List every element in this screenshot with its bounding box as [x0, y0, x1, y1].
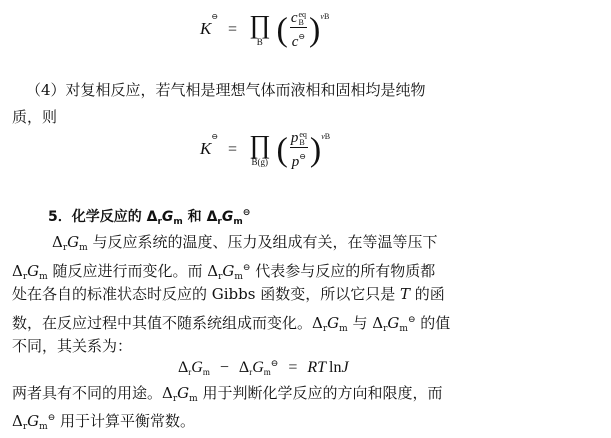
tail-line-2: [12, 407, 195, 438]
standard-symbol: ⊖: [242, 263, 251, 273]
body-text: 两者具有不同的用途。: [12, 384, 163, 402]
delta-symbol: Δ: [238, 359, 250, 376]
r-subscript: r: [383, 324, 388, 334]
p-symbol: p: [291, 154, 300, 170]
standard-symbol: ⊖: [211, 132, 219, 142]
section-5-heading: [48, 206, 250, 227]
numerator: [289, 130, 309, 147]
g-symbol: G: [252, 359, 264, 376]
g-symbol: G: [222, 262, 235, 280]
standard-symbol: ⊖: [242, 208, 251, 218]
g-symbol: G: [327, 314, 340, 332]
b-subscript: B: [299, 137, 305, 147]
equals-sign: =: [288, 359, 298, 376]
r-subscript: r: [157, 217, 162, 227]
r-subscript: r: [22, 422, 28, 432]
standard-symbol: ⊖: [299, 152, 306, 161]
equals-sign: =: [228, 141, 238, 159]
nu-symbol: ν: [321, 132, 325, 142]
standard-symbol: ⊖: [407, 315, 416, 325]
paragraph-4-line2: 质，则: [12, 108, 58, 126]
standard-symbol: ⊖: [298, 32, 306, 41]
equation-delta-g-relation: [178, 358, 349, 377]
k-symbol: K: [200, 139, 212, 159]
body-text: 代表参与反应的所有物质都: [250, 262, 436, 280]
rt-symbol: RT: [307, 359, 327, 376]
delta-symbol: Δ: [178, 359, 189, 376]
tail-line-1: [12, 382, 442, 410]
nu-subscript: B: [323, 12, 330, 22]
sub-sup-stack: [299, 131, 307, 147]
right-paren: ): [309, 131, 322, 169]
equation-k-concentration: [200, 10, 329, 51]
delta-symbol: Δ: [206, 209, 218, 225]
m-subscript: m: [173, 217, 183, 227]
delta-symbol: Δ: [12, 262, 23, 280]
r-subscript: r: [249, 367, 253, 377]
delta-symbol: Δ: [372, 314, 384, 332]
g-symbol: G: [177, 384, 190, 402]
delta-symbol: Δ: [207, 262, 219, 280]
body-text: 用于计算平衡常数。: [55, 412, 196, 430]
k-symbol: K: [200, 19, 212, 39]
delta-symbol: Δ: [162, 384, 173, 402]
g-symbol: G: [387, 314, 400, 332]
body-text: 与: [347, 314, 373, 332]
body-text: 数，在反应过程中其值不随系统组成而变化。: [12, 314, 313, 332]
minus-sign: −: [219, 359, 229, 376]
numerator: [289, 10, 308, 27]
body-line-5: 不同，其关系为：: [12, 337, 133, 355]
body-line-1: [52, 231, 437, 259]
exponent: [320, 12, 329, 21]
exponent: [321, 132, 330, 141]
body-line-3: [12, 283, 445, 305]
g-symbol: G: [191, 359, 203, 376]
body-text: 的函: [410, 285, 445, 303]
paragraph-4-line1: （4）对复相反应，若气相是理想气体而液相和固相均是纯物: [26, 81, 426, 99]
denominator: [290, 27, 307, 51]
eq-superscript: eq: [298, 9, 307, 19]
denominator: [290, 147, 308, 171]
body-text: 的值: [415, 314, 451, 332]
sub-sup-stack: [298, 11, 306, 27]
m-subscript: m: [39, 272, 48, 282]
m-subscript: m: [263, 367, 271, 377]
m-subscript: m: [202, 367, 210, 377]
left-paren: (: [276, 131, 288, 169]
fraction: [289, 130, 309, 171]
delta-symbol: Δ: [12, 412, 23, 430]
fraction: [289, 10, 308, 51]
r-subscript: r: [172, 394, 178, 404]
m-subscript: m: [233, 217, 243, 227]
product-symbol: ∏: [249, 130, 271, 159]
product-operator: [249, 10, 271, 48]
m-subscript: m: [189, 394, 198, 404]
product-index: B: [256, 37, 263, 47]
equation-k-pressure: [200, 130, 330, 171]
nu-symbol: ν: [320, 12, 324, 22]
c-symbol: c: [290, 10, 298, 26]
g-symbol: G: [27, 412, 40, 430]
product-operator: [249, 130, 271, 168]
r-subscript: r: [218, 272, 223, 282]
c-symbol: c: [291, 34, 299, 50]
left-paren: (: [276, 11, 288, 49]
body-text: 随反应进行而变化。而: [47, 262, 208, 280]
heading-and: 和: [182, 209, 207, 225]
r-subscript: r: [62, 243, 68, 253]
j-symbol: J: [341, 359, 349, 376]
m-subscript: m: [234, 272, 243, 282]
r-subscript: r: [217, 217, 222, 227]
t-symbol: T: [400, 285, 411, 303]
m-subscript: m: [339, 324, 348, 334]
b-subscript: B: [298, 17, 304, 27]
eq-superscript: eq: [299, 129, 307, 139]
heading-prefix: 5．化学反应的: [48, 209, 147, 225]
g-symbol: G: [27, 262, 40, 280]
r-subscript: r: [188, 367, 192, 377]
standard-symbol: ⊖: [47, 413, 56, 423]
delta-symbol: Δ: [146, 209, 158, 225]
body-text: 与反应系统的温度、压力及组成有关，在等温等压下: [87, 233, 438, 251]
delta-symbol: Δ: [52, 233, 63, 251]
r-subscript: r: [22, 272, 28, 282]
product-index: B(g): [251, 157, 269, 167]
ln-symbol: ln: [329, 359, 342, 376]
nu-subscript: B: [324, 132, 331, 142]
right-paren: ): [309, 11, 321, 49]
body-text: 用于判断化学反应的方向和限度，而: [197, 384, 443, 402]
g-symbol: G: [161, 209, 174, 225]
body-text: 处在各自的标准状态时反应的 Gibbs 函数变，所以它只是: [12, 285, 400, 303]
delta-symbol: Δ: [312, 314, 323, 332]
g-symbol: G: [67, 233, 80, 251]
g-symbol: G: [221, 209, 234, 225]
standard-symbol: ⊖: [270, 358, 279, 368]
m-subscript: m: [39, 422, 48, 432]
m-subscript: m: [79, 243, 88, 253]
p-symbol: p: [290, 130, 299, 146]
r-subscript: r: [322, 324, 328, 334]
m-subscript: m: [399, 324, 408, 334]
product-symbol: ∏: [249, 10, 271, 39]
equals-sign: =: [228, 21, 238, 39]
standard-symbol: ⊖: [211, 12, 219, 22]
